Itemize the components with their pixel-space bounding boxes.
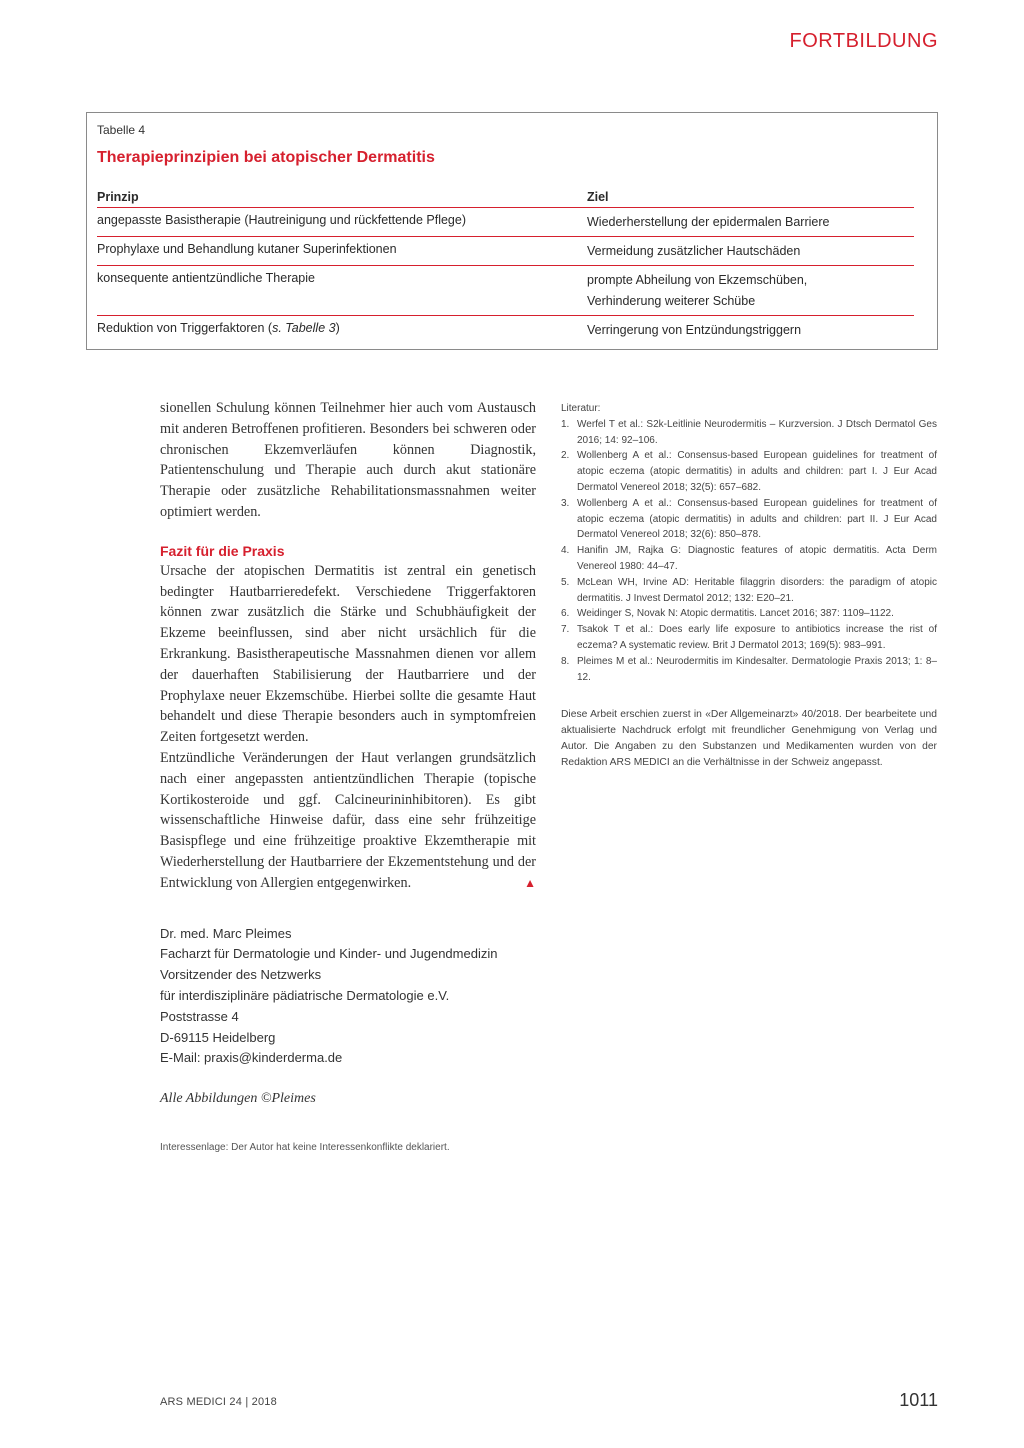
reference-number: 8. — [561, 655, 570, 667]
reference-number: 3. — [561, 497, 570, 509]
reference-number: 4. — [561, 545, 570, 557]
table-cell-goal-line: Verhinderung weiterer Schübe — [587, 294, 756, 308]
reference-item — [561, 654, 937, 686]
table-row — [97, 266, 914, 316]
reference-number: 7. — [561, 624, 570, 636]
author-address — [160, 924, 536, 1070]
reference-item — [561, 448, 937, 495]
reference-item — [561, 606, 937, 622]
reference-text: Tsakok T et al.: Does early life exposure to antibiotics increase the rist of eczema? A systematic review. Brit J Dermatol 2013; 169(5): 983–991. — [577, 624, 937, 651]
author-line: Vorsitzender des Netzwerks — [160, 967, 322, 983]
fazit-paragraph-2 — [160, 748, 536, 894]
literature-column — [561, 401, 937, 771]
principle-text: Reduktion von Triggerfaktoren ( — [97, 321, 273, 335]
table-reference-link[interactable]: s. Tabelle 3 — [272, 321, 336, 335]
image-credit: Alle Abbildungen ©Pleimes — [160, 1091, 316, 1107]
table-cell-goal — [587, 266, 914, 315]
section-label: FORTBILDUNG — [789, 30, 938, 52]
reference-item — [561, 496, 937, 543]
table-title: Therapieprinzipien bei atopischer Dermatitis — [97, 149, 435, 166]
fazit-heading: Fazit für die Praxis — [160, 542, 285, 559]
table-row — [97, 237, 914, 266]
table-cell-goal: Wiederherstellung der epidermalen Barriere — [587, 215, 830, 229]
table-cell-principle: angepasste Basistherapie (Hautreinigung und rückfettende Pflege) — [97, 213, 466, 227]
main-text-column — [160, 398, 536, 1159]
fazit-paragraph-1: Ursache der atopischen Dermatitis ist zentral ein genetisch bedingter Hautbarrieredefekt. Verschiedene Triggerfaktoren können zwar zusätzlich die Stärke und Schubhäufigkeit der Ekzeme beeinflussen, sind aber nicht ursächlich für die Erkrankung. Basistherapeutische Massnahmen dienen vor allem der dauerhaften Stabilisierung der Hautbarriere und der Prophylaxe neuer Ekzemschübe. Hierbei sollte die gesamte Haut behandelt und diese Therapie besonders auch in symptomfreien Zeiten fortgesetzt werden. — [160, 562, 536, 746]
table-label: Tabelle 4 — [97, 123, 146, 137]
reference-number: 5. — [561, 576, 570, 588]
fazit-paragraph-2-text: Entzündliche Veränderungen der Haut verlangen grundsätzlich nach einer angepassten antientzündlichen Therapie (topische Kortikosteroide und ggf. Calcineurininhibitoren). Es gibt wissenschaftliche Hinweise dafür, dass eine sehr frühzeitige Basispflege und eine frühzeitige proaktive Ekzemtherapie mit Wiederherstellung der Hautbarriere der Ekzementstehung und der Entwicklung von Allergien entgegenwirken. — [160, 749, 536, 891]
reference-text: Weidinger S, Novak N: Atopic dermatitis. Lancet 2016; 387: 1109–1122. — [577, 608, 894, 620]
table-cell-principle: Prophylaxe und Behandlung kutaner Superinfektionen — [97, 242, 397, 256]
reference-item — [561, 622, 937, 654]
table-cell-principle: konsequente antientzündliche Therapie — [97, 271, 315, 285]
author-line: D-69115 Heidelberg — [160, 1029, 276, 1045]
author-line: Poststrasse 4 — [160, 1008, 239, 1024]
table-header-prinzip: Prinzip — [97, 190, 139, 204]
reference-item — [561, 543, 937, 575]
end-triangle-icon: ▲ — [524, 875, 536, 890]
reference-text: Wollenberg A et al.: Consensus-based European guidelines for treatment of atopic eczema (atopic dermatitis) in adults and children: part II. J Eur Acad Dermatol Venereol 2018; 32(6): 850–878. — [577, 497, 937, 541]
principle-text: ) — [335, 321, 340, 335]
literature-label: Literatur: — [561, 403, 601, 414]
table-cell-goal-line: prompte Abheilung von Ekzemschüben, — [587, 273, 808, 287]
table-4-box — [86, 112, 938, 350]
reference-text: Hanifin JM, Rajka G: Diagnostic features of atopic dermatitis. Acta Derm Venereol 1980: 44–47. — [577, 545, 937, 572]
reference-text: Werfel T et al.: S2k-Leitlinie Neurodermitis – Kurzversion. J Dtsch Dermatol Ges 2016; 14: 92–106. — [577, 418, 937, 446]
table-row — [97, 208, 914, 237]
author-line: Facharzt für Dermatologie und Kinder- und Jugendmedizin — [160, 946, 498, 962]
publication-note: Diese Arbeit erschien zuerst in «Der Allgemeinarzt» 40/2018. Der bearbeitete und aktualisierte Nachdruck erfolgt mit freundlicher Genehmigung von Verlag und Autor. Die Angaben zu den Substanzen und Medikamenten wurden von der Redaktion ARS MEDICI an die Verhältnisse in der Schweiz angepasst. — [561, 709, 937, 768]
author-line: für interdisziplinäre pädiatrische Dermatologie e.V. — [160, 987, 450, 1003]
reference-number: 6. — [561, 608, 570, 620]
intro-paragraph: sionellen Schulung können Teilnehmer hier auch vom Austausch mit anderen Betroffenen profitieren. Besonders bei schweren oder chronischen Ekzemverläufen können Diagnostik, Patientenschulung und Therapie auch durch akut stationäre Therapie oder zusätzliche Rehabilitationsmassnahmen weiter optimiert werden. — [160, 400, 536, 520]
table-header-row — [97, 189, 914, 208]
page-number: 1011 — [899, 1390, 938, 1410]
reference-text: Wollenberg A et al.: Consensus-based European guidelines for treatment of atopic eczema (atopic dermatitis) in adults and children: part I. J Eur Acad Dermatol Venereol 2018; 32(5): 657–682. — [577, 450, 937, 493]
table-grid — [97, 189, 914, 344]
conflict-of-interest: Interessenlage: Der Autor hat keine Interessenkonflikte deklariert. — [160, 1141, 450, 1153]
table-header-ziel: Ziel — [587, 190, 609, 204]
table-cell-goal: Vermeidung zusätzlicher Hautschäden — [587, 244, 801, 258]
reference-text: Pleimes M et al.: Neurodermitis im Kindesalter. Dermatologie Praxis 2013; 1: 8–12. — [577, 655, 937, 683]
table-cell-principle — [97, 316, 587, 344]
journal-footer: ARS MEDICI 24 | 2018 — [160, 1396, 277, 1408]
reference-item — [561, 417, 937, 449]
reference-text: McLean WH, Irvine AD: Heritable filaggrin disorders: the paradigm of atopic dermatitis. J Invest Dermatol 2012; 132: E20–21. — [577, 576, 937, 604]
author-name: Dr. med. Marc Pleimes — [160, 925, 292, 941]
table-cell-goal: Verringerung von Entzündungstriggern — [587, 323, 802, 337]
reference-item — [561, 575, 937, 607]
author-email-link[interactable]: E-Mail: praxis@kinderderma.de — [160, 1050, 343, 1066]
table-row — [97, 316, 914, 344]
reference-number: 2. — [561, 450, 570, 462]
reference-number: 1. — [561, 418, 570, 430]
